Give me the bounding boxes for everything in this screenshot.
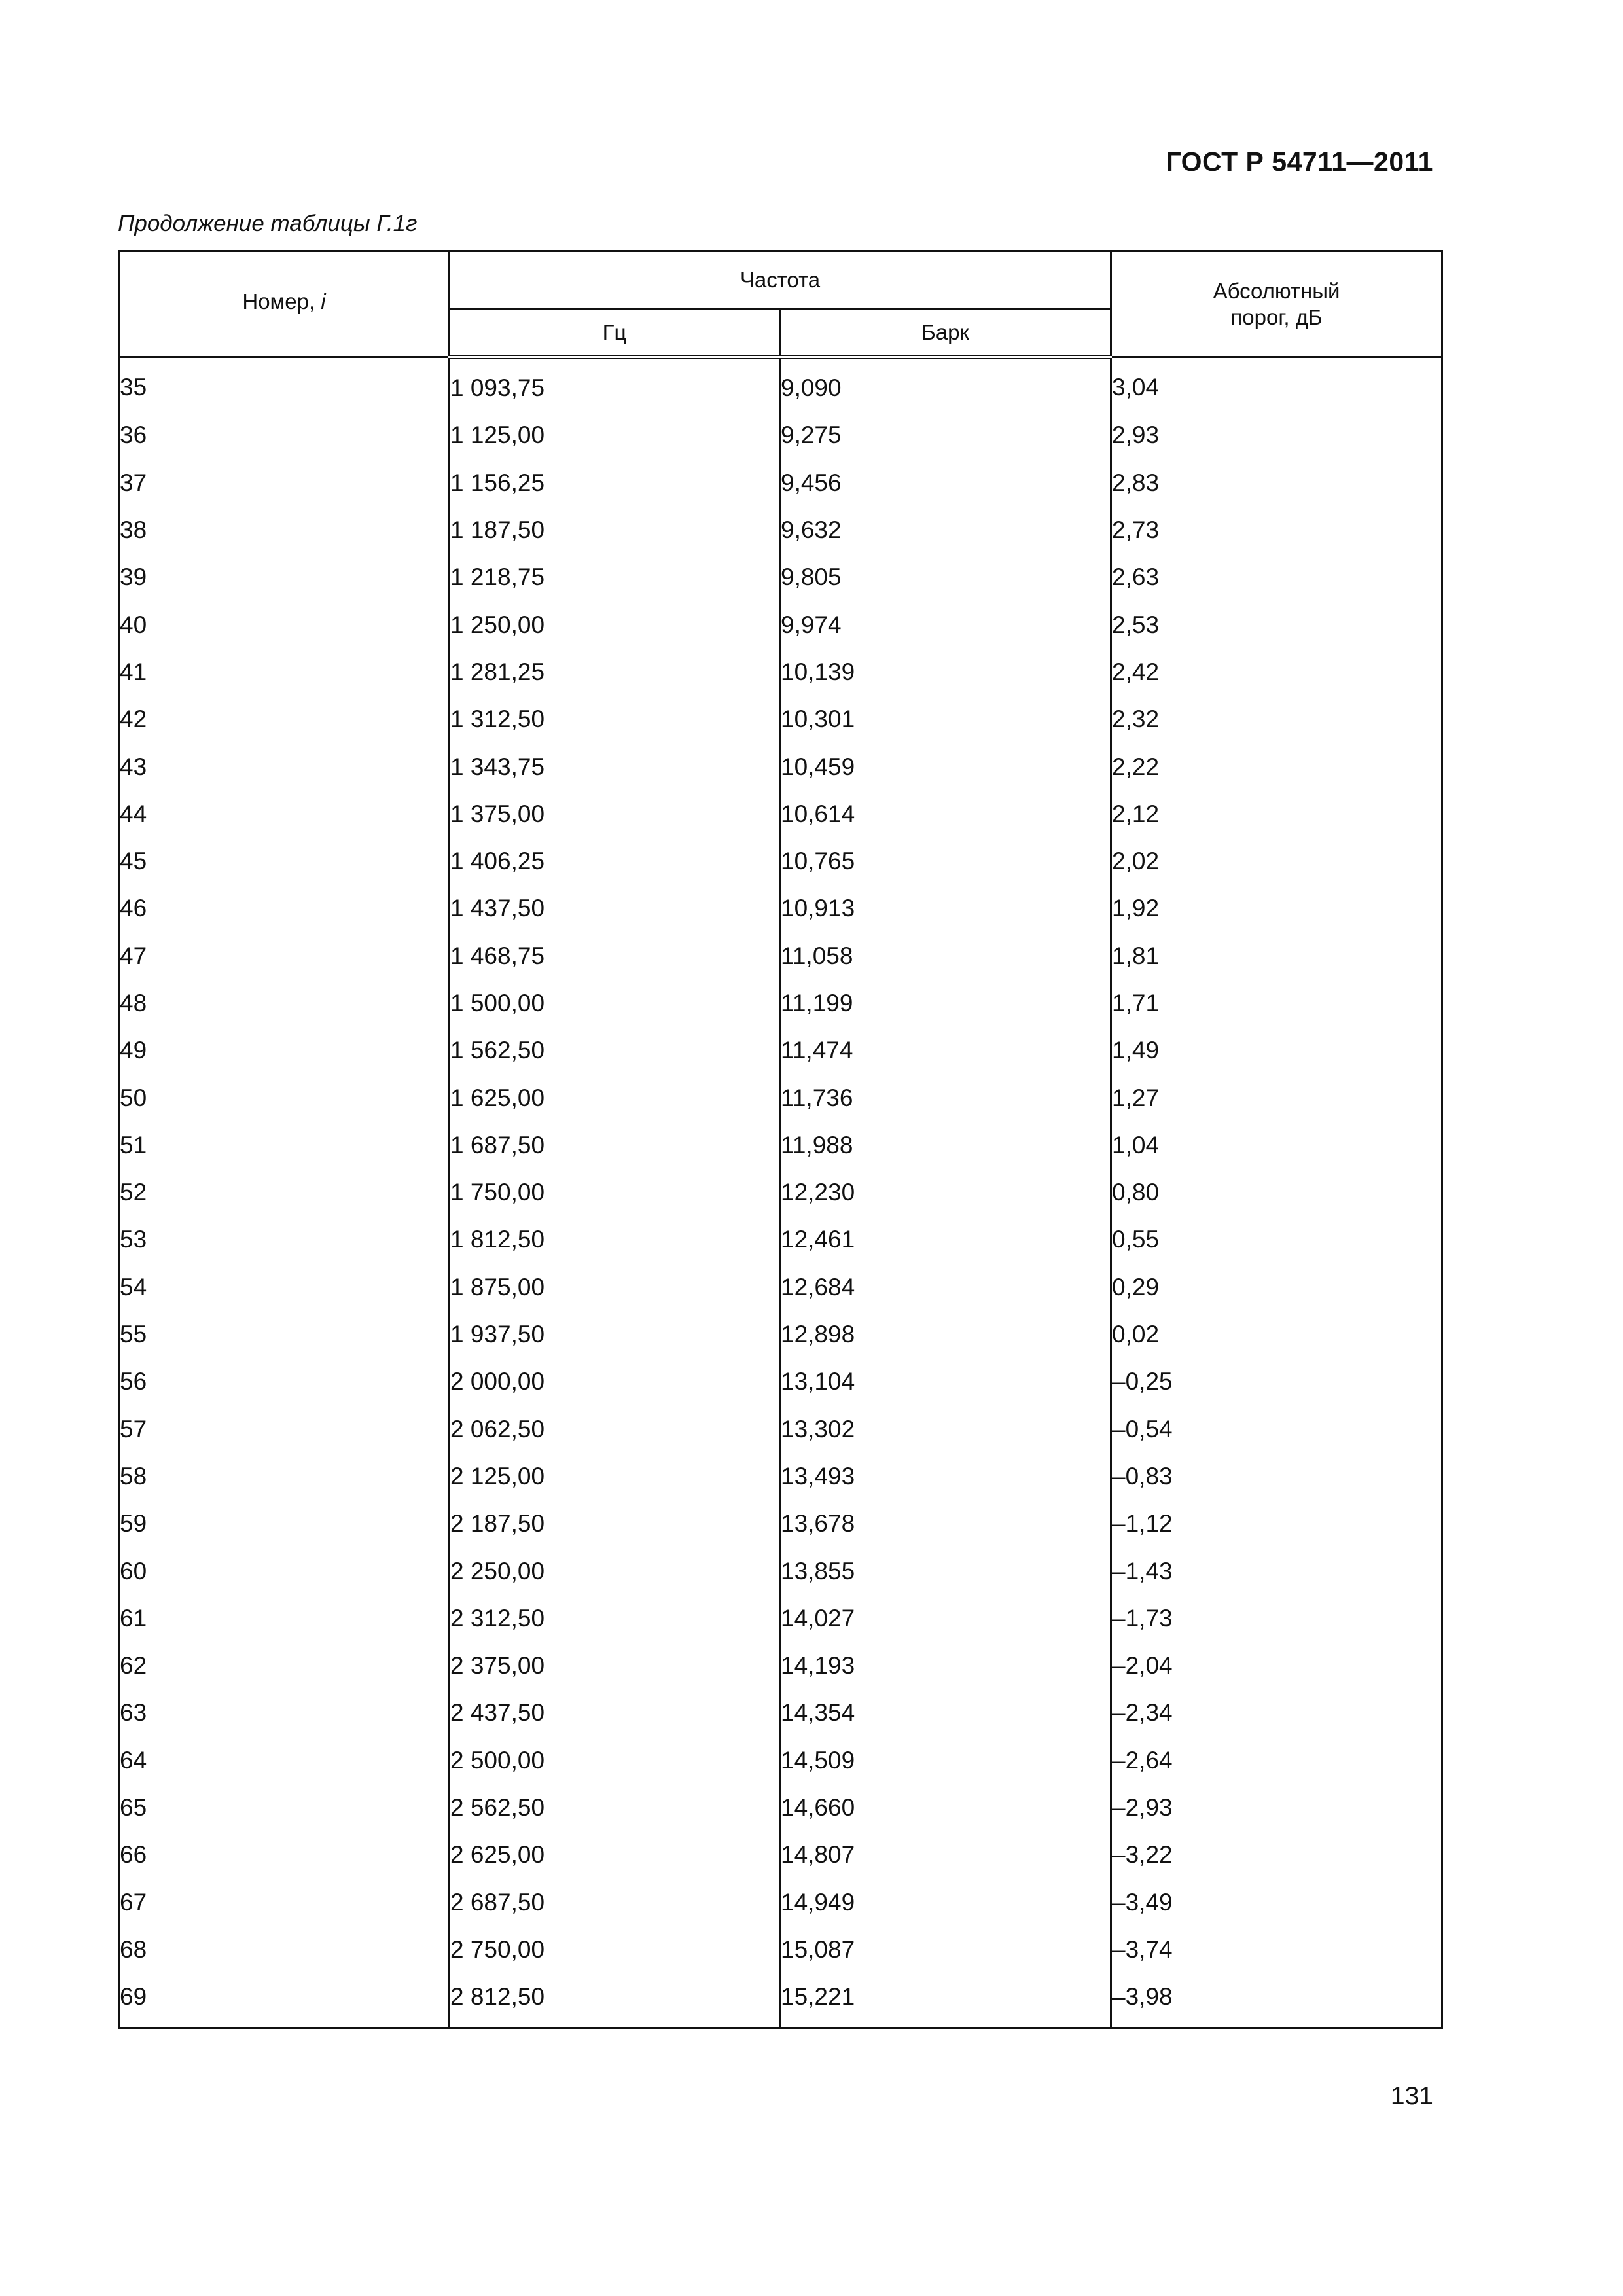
cell-frequency-hz: 1 750,00 bbox=[450, 1169, 780, 1216]
cell-threshold-db: –3,98 bbox=[1111, 1973, 1442, 2028]
cell-number: 36 bbox=[119, 412, 450, 459]
cell-number: 65 bbox=[119, 1784, 450, 1831]
cell-threshold-db: 1,49 bbox=[1111, 1027, 1442, 1074]
cell-number: 44 bbox=[119, 791, 450, 838]
cell-number: 37 bbox=[119, 459, 450, 507]
cell-number: 51 bbox=[119, 1122, 450, 1169]
cell-number: 43 bbox=[119, 743, 450, 790]
cell-frequency-bark: 9,974 bbox=[780, 601, 1111, 648]
cell-number: 42 bbox=[119, 696, 450, 743]
cell-frequency-hz: 2 375,00 bbox=[450, 1642, 780, 1689]
table-row bbox=[119, 649, 1442, 696]
cell-threshold-db: –1,43 bbox=[1111, 1547, 1442, 1594]
cell-threshold-db: 2,63 bbox=[1111, 554, 1442, 601]
table-row bbox=[119, 459, 1442, 507]
table-row bbox=[119, 1547, 1442, 1594]
table-row bbox=[119, 1642, 1442, 1689]
cell-frequency-bark: 10,913 bbox=[780, 885, 1111, 932]
cell-frequency-hz: 2 437,50 bbox=[450, 1689, 780, 1736]
table-row bbox=[119, 1831, 1442, 1878]
cell-frequency-bark: 13,493 bbox=[780, 1453, 1111, 1500]
cell-frequency-bark: 10,301 bbox=[780, 696, 1111, 743]
table-row bbox=[119, 1311, 1442, 1358]
header-threshold-label bbox=[1192, 278, 1362, 331]
cell-frequency-hz: 1 312,50 bbox=[450, 696, 780, 743]
cell-frequency-bark: 9,632 bbox=[780, 507, 1111, 554]
cell-frequency-bark: 9,090 bbox=[780, 357, 1111, 412]
cell-number: 60 bbox=[119, 1547, 450, 1594]
cell-frequency-bark: 9,456 bbox=[780, 459, 1111, 507]
cell-frequency-hz: 2 125,00 bbox=[450, 1453, 780, 1500]
table-row bbox=[119, 1879, 1442, 1926]
cell-frequency-hz: 2 187,50 bbox=[450, 1500, 780, 1547]
cell-frequency-hz: 2 687,50 bbox=[450, 1879, 780, 1926]
cell-threshold-db: 1,71 bbox=[1111, 980, 1442, 1027]
cell-frequency-hz: 1 937,50 bbox=[450, 1311, 780, 1358]
cell-frequency-bark: 11,474 bbox=[780, 1027, 1111, 1074]
cell-threshold-db: –1,12 bbox=[1111, 1500, 1442, 1547]
table-header bbox=[119, 251, 1442, 357]
cell-frequency-hz: 2 500,00 bbox=[450, 1737, 780, 1784]
header-number bbox=[119, 251, 450, 357]
table-row bbox=[119, 743, 1442, 790]
table-row bbox=[119, 412, 1442, 459]
table-row bbox=[119, 933, 1442, 980]
table-row bbox=[119, 1500, 1442, 1547]
cell-frequency-bark: 9,805 bbox=[780, 554, 1111, 601]
cell-threshold-db: 3,04 bbox=[1111, 357, 1442, 412]
cell-number: 47 bbox=[119, 933, 450, 980]
cell-threshold-db: –3,49 bbox=[1111, 1879, 1442, 1926]
cell-frequency-hz: 1 125,00 bbox=[450, 412, 780, 459]
cell-threshold-db: 1,04 bbox=[1111, 1122, 1442, 1169]
cell-threshold-db: –2,04 bbox=[1111, 1642, 1442, 1689]
cell-number: 35 bbox=[119, 357, 450, 412]
cell-frequency-hz: 2 250,00 bbox=[450, 1547, 780, 1594]
cell-number: 62 bbox=[119, 1642, 450, 1689]
cell-frequency-bark: 11,736 bbox=[780, 1074, 1111, 1121]
cell-frequency-bark: 10,765 bbox=[780, 838, 1111, 885]
cell-number: 64 bbox=[119, 1737, 450, 1784]
cell-threshold-db: –1,73 bbox=[1111, 1595, 1442, 1642]
table-row bbox=[119, 1737, 1442, 1784]
cell-frequency-bark: 14,509 bbox=[780, 1737, 1111, 1784]
cell-frequency-hz: 2 812,50 bbox=[450, 1973, 780, 2028]
cell-threshold-db: 0,55 bbox=[1111, 1216, 1442, 1263]
cell-threshold-db: 1,27 bbox=[1111, 1074, 1442, 1121]
cell-frequency-hz: 1 500,00 bbox=[450, 980, 780, 1027]
cell-frequency-bark: 12,684 bbox=[780, 1264, 1111, 1311]
table-row bbox=[119, 1689, 1442, 1736]
header-threshold bbox=[1111, 251, 1442, 357]
table-row bbox=[119, 1216, 1442, 1263]
table-row bbox=[119, 601, 1442, 648]
cell-threshold-db: 2,93 bbox=[1111, 412, 1442, 459]
cell-threshold-db: 2,42 bbox=[1111, 649, 1442, 696]
cell-number: 61 bbox=[119, 1595, 450, 1642]
cell-threshold-db: –0,25 bbox=[1111, 1358, 1442, 1405]
table-row bbox=[119, 554, 1442, 601]
cell-number: 59 bbox=[119, 1500, 450, 1547]
cell-frequency-bark: 15,221 bbox=[780, 1973, 1111, 2028]
document-standard-id: ГОСТ Р 54711—2011 bbox=[1166, 147, 1433, 177]
cell-frequency-hz: 1 468,75 bbox=[450, 933, 780, 980]
index-symbol: i bbox=[321, 289, 326, 314]
cell-frequency-bark: 13,855 bbox=[780, 1547, 1111, 1594]
cell-number: 40 bbox=[119, 601, 450, 648]
cell-frequency-hz: 1 812,50 bbox=[450, 1216, 780, 1263]
cell-frequency-bark: 11,058 bbox=[780, 933, 1111, 980]
cell-number: 53 bbox=[119, 1216, 450, 1263]
cell-number: 41 bbox=[119, 649, 450, 696]
cell-threshold-db: 2,12 bbox=[1111, 791, 1442, 838]
table-row bbox=[119, 1122, 1442, 1169]
cell-threshold-db: 0,80 bbox=[1111, 1169, 1442, 1216]
cell-frequency-bark: 14,193 bbox=[780, 1642, 1111, 1689]
table-row bbox=[119, 1973, 1442, 2028]
cell-threshold-db: –2,64 bbox=[1111, 1737, 1442, 1784]
cell-frequency-hz: 2 750,00 bbox=[450, 1926, 780, 1973]
table-row bbox=[119, 1074, 1442, 1121]
cell-number: 68 bbox=[119, 1926, 450, 1973]
table-row bbox=[119, 1453, 1442, 1500]
cell-number: 38 bbox=[119, 507, 450, 554]
cell-frequency-hz: 1 281,25 bbox=[450, 649, 780, 696]
cell-threshold-db: 2,53 bbox=[1111, 601, 1442, 648]
cell-frequency-bark: 13,302 bbox=[780, 1406, 1111, 1453]
cell-frequency-hz: 1 250,00 bbox=[450, 601, 780, 648]
table-row bbox=[119, 1358, 1442, 1405]
cell-number: 50 bbox=[119, 1074, 450, 1121]
cell-number: 56 bbox=[119, 1358, 450, 1405]
cell-threshold-db: 2,32 bbox=[1111, 696, 1442, 743]
cell-frequency-bark: 10,614 bbox=[780, 791, 1111, 838]
cell-number: 63 bbox=[119, 1689, 450, 1736]
cell-threshold-db: –2,34 bbox=[1111, 1689, 1442, 1736]
table-row bbox=[119, 357, 1442, 412]
cell-frequency-hz: 2 562,50 bbox=[450, 1784, 780, 1831]
cell-threshold-db: 2,83 bbox=[1111, 459, 1442, 507]
cell-frequency-hz: 1 218,75 bbox=[450, 554, 780, 601]
header-hz: Гц bbox=[450, 310, 780, 357]
cell-frequency-bark: 12,461 bbox=[780, 1216, 1111, 1263]
cell-threshold-db: 1,92 bbox=[1111, 885, 1442, 932]
table-row bbox=[119, 1595, 1442, 1642]
table-row bbox=[119, 507, 1442, 554]
cell-number: 69 bbox=[119, 1973, 450, 2028]
cell-frequency-bark: 14,807 bbox=[780, 1831, 1111, 1878]
cell-frequency-bark: 10,139 bbox=[780, 649, 1111, 696]
cell-frequency-hz: 2 625,00 bbox=[450, 1831, 780, 1878]
cell-threshold-db: –3,22 bbox=[1111, 1831, 1442, 1878]
cell-threshold-db: 0,29 bbox=[1111, 1264, 1442, 1311]
table-row bbox=[119, 885, 1442, 932]
header-bark: Барк bbox=[780, 310, 1111, 357]
cell-frequency-hz: 1 187,50 bbox=[450, 507, 780, 554]
cell-threshold-db: –2,93 bbox=[1111, 1784, 1442, 1831]
cell-number: 67 bbox=[119, 1879, 450, 1926]
cell-number: 66 bbox=[119, 1831, 450, 1878]
table-row bbox=[119, 1169, 1442, 1216]
cell-frequency-hz: 1 406,25 bbox=[450, 838, 780, 885]
cell-frequency-bark: 14,354 bbox=[780, 1689, 1111, 1736]
table-caption: Продолжение таблицы Г.1г bbox=[118, 211, 418, 236]
cell-number: 45 bbox=[119, 838, 450, 885]
header-threshold-line2: порог, дБ bbox=[1230, 304, 1323, 329]
table-row bbox=[119, 1784, 1442, 1831]
table-row bbox=[119, 791, 1442, 838]
cell-frequency-bark: 14,027 bbox=[780, 1595, 1111, 1642]
table-row bbox=[119, 838, 1442, 885]
table-row bbox=[119, 1264, 1442, 1311]
cell-number: 58 bbox=[119, 1453, 450, 1500]
page-number: 131 bbox=[1390, 2082, 1433, 2110]
header-frequency: Частота bbox=[450, 251, 1111, 310]
cell-number: 52 bbox=[119, 1169, 450, 1216]
cell-threshold-db: –3,74 bbox=[1111, 1926, 1442, 1973]
cell-threshold-db: –0,83 bbox=[1111, 1453, 1442, 1500]
cell-frequency-bark: 11,988 bbox=[780, 1122, 1111, 1169]
cell-threshold-db: –0,54 bbox=[1111, 1406, 1442, 1453]
cell-frequency-hz: 1 625,00 bbox=[450, 1074, 780, 1121]
cell-frequency-bark: 13,104 bbox=[780, 1358, 1111, 1405]
cell-number: 46 bbox=[119, 885, 450, 932]
cell-frequency-bark: 12,898 bbox=[780, 1311, 1111, 1358]
cell-frequency-hz: 1 687,50 bbox=[450, 1122, 780, 1169]
table-row bbox=[119, 1926, 1442, 1973]
cell-number: 48 bbox=[119, 980, 450, 1027]
cell-frequency-hz: 2 312,50 bbox=[450, 1595, 780, 1642]
cell-frequency-bark: 12,230 bbox=[780, 1169, 1111, 1216]
cell-threshold-db: 2,73 bbox=[1111, 507, 1442, 554]
cell-number: 39 bbox=[119, 554, 450, 601]
cell-frequency-hz: 1 875,00 bbox=[450, 1264, 780, 1311]
cell-frequency-hz: 1 375,00 bbox=[450, 791, 780, 838]
cell-frequency-bark: 14,949 bbox=[780, 1879, 1111, 1926]
cell-frequency-bark: 10,459 bbox=[780, 743, 1111, 790]
cell-frequency-hz: 1 437,50 bbox=[450, 885, 780, 932]
cell-frequency-bark: 14,660 bbox=[780, 1784, 1111, 1831]
cell-number: 49 bbox=[119, 1027, 450, 1074]
cell-frequency-bark: 11,199 bbox=[780, 980, 1111, 1027]
cell-frequency-hz: 1 156,25 bbox=[450, 459, 780, 507]
cell-frequency-bark: 15,087 bbox=[780, 1926, 1111, 1973]
cell-frequency-bark: 13,678 bbox=[780, 1500, 1111, 1547]
cell-number: 54 bbox=[119, 1264, 450, 1311]
cell-threshold-db: 0,02 bbox=[1111, 1311, 1442, 1358]
cell-frequency-hz: 1 343,75 bbox=[450, 743, 780, 790]
cell-threshold-db: 2,02 bbox=[1111, 838, 1442, 885]
table-row bbox=[119, 1406, 1442, 1453]
cell-number: 57 bbox=[119, 1406, 450, 1453]
cell-number: 55 bbox=[119, 1311, 450, 1358]
table-body bbox=[119, 357, 1442, 2028]
header-number-label: Номер, i bbox=[242, 289, 326, 314]
header-threshold-line1: Абсолютный bbox=[1213, 278, 1340, 303]
cell-threshold-db: 2,22 bbox=[1111, 743, 1442, 790]
cell-frequency-hz: 2 000,00 bbox=[450, 1358, 780, 1405]
cell-frequency-hz: 1 562,50 bbox=[450, 1027, 780, 1074]
data-table bbox=[118, 250, 1443, 2029]
cell-frequency-hz: 1 093,75 bbox=[450, 357, 780, 412]
cell-threshold-db: 1,81 bbox=[1111, 933, 1442, 980]
table-row bbox=[119, 980, 1442, 1027]
table-row bbox=[119, 1027, 1442, 1074]
table-row bbox=[119, 696, 1442, 743]
cell-frequency-bark: 9,275 bbox=[780, 412, 1111, 459]
cell-frequency-hz: 2 062,50 bbox=[450, 1406, 780, 1453]
